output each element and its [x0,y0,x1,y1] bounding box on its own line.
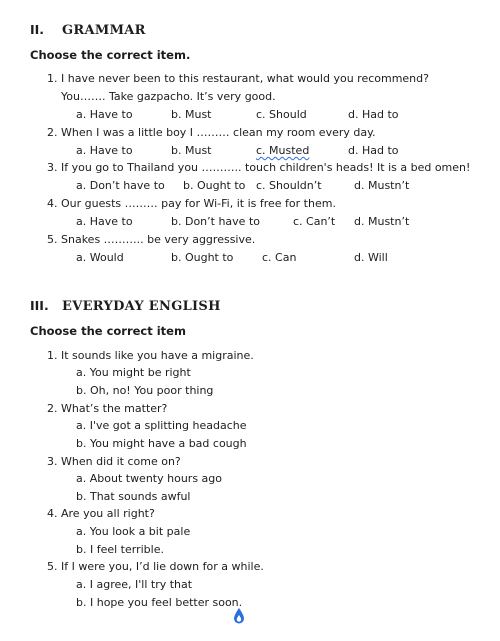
option-d[interactable]: d. Had to [348,108,399,121]
option-a[interactable]: a. I've got a splitting headache [76,419,247,432]
question [47,507,155,520]
option-d[interactable]: d. Mustn’t [354,215,410,228]
option-b[interactable]: b. Oh, no! You poor thing [76,384,214,397]
option-d[interactable]: d. Will [354,251,388,264]
section-title: EVERYDAY ENGLISH [62,299,221,314]
question-text: What’s the matter? [61,402,168,415]
option-a[interactable]: a. I agree, I'll try that [76,578,193,591]
question-text: Our guests ……… pay for Wi-Fi, it is free for them. [61,197,336,210]
option-a[interactable]: a. Would [76,251,124,264]
option-a[interactable]: a. Don’t have to [76,179,165,192]
question [47,233,255,246]
option-c[interactable]: c. Musted [256,144,310,157]
section-number: III. [30,298,49,313]
question-text: I have never been to this restaurant, what would you recommend? [61,72,429,85]
option-a[interactable]: a. Have to [76,108,133,121]
option-b[interactable]: b. Ought to [183,179,246,192]
option-c[interactable]: c. Can’t [293,215,336,228]
question [47,455,181,468]
question-number: 2. [47,402,58,415]
question [47,72,429,85]
question [47,402,167,415]
question-text: When I was a little boy I ……… clean my room every day. [61,126,376,139]
section-number: II. [30,22,45,37]
option-a[interactable]: a. You look a bit pale [76,525,191,538]
option-b[interactable]: b. Ought to [171,251,234,264]
question [47,126,376,139]
option-b[interactable]: b. Don’t have to [171,215,260,228]
question-continuation: You……. Take gazpacho. It’s very good. [61,90,276,103]
question-number: 1. [47,72,58,85]
option-d[interactable]: d. Mustn’t [354,179,410,192]
option-c[interactable]: c. Should [256,108,307,121]
option-a[interactable]: a. Have to [76,215,133,228]
question-number: 4. [47,507,58,520]
question-text: If you go to Thailand you ……….. touch children's heads! It is a bed omen! [61,161,471,174]
section-title: GRAMMAR [62,23,146,38]
question-text: Are you all right? [61,507,155,520]
everyday-heading [30,298,221,314]
question [47,560,264,573]
water-drop-svg [233,607,245,625]
option-b[interactable]: b. You might have a bad cough [76,437,247,450]
option-a[interactable]: a. You might be right [76,366,191,379]
question [47,349,254,362]
question-number: 5. [47,560,58,573]
option-b[interactable]: b. I hope you feel better soon. [76,596,243,609]
option-a[interactable]: a. Have to [76,144,133,157]
question [47,197,336,210]
everyday-instruction: Choose the correct item [30,324,186,338]
question-number: 4. [47,197,58,210]
question [47,161,470,174]
question-number: 2. [47,126,58,139]
question-number: 5. [47,233,58,246]
grammar-heading [30,22,146,38]
question-text: If I were you, I’d lie down for a while. [61,560,264,573]
question-text: When did it come on? [61,455,181,468]
option-b[interactable]: b. That sounds awful [76,490,191,503]
option-c[interactable]: c. Shouldn’t [256,179,322,192]
question-number: 1. [47,349,58,362]
grammar-instruction: Choose the correct item. [30,48,191,62]
question-text: It sounds like you have a migraine. [61,349,254,362]
option-d[interactable]: d. Had to [348,144,399,157]
question-text: Snakes ……….. be very aggressive. [61,233,256,246]
question-number: 3. [47,161,58,174]
option-b[interactable]: b. I feel terrible. [76,543,164,556]
question-number: 3. [47,455,58,468]
option-b[interactable]: b. Must [171,108,212,121]
option-c[interactable]: c. Can [262,251,297,264]
option-b[interactable]: b. Must [171,144,212,157]
water-drop-icon [233,607,245,629]
option-a[interactable]: a. About twenty hours ago [76,472,222,485]
